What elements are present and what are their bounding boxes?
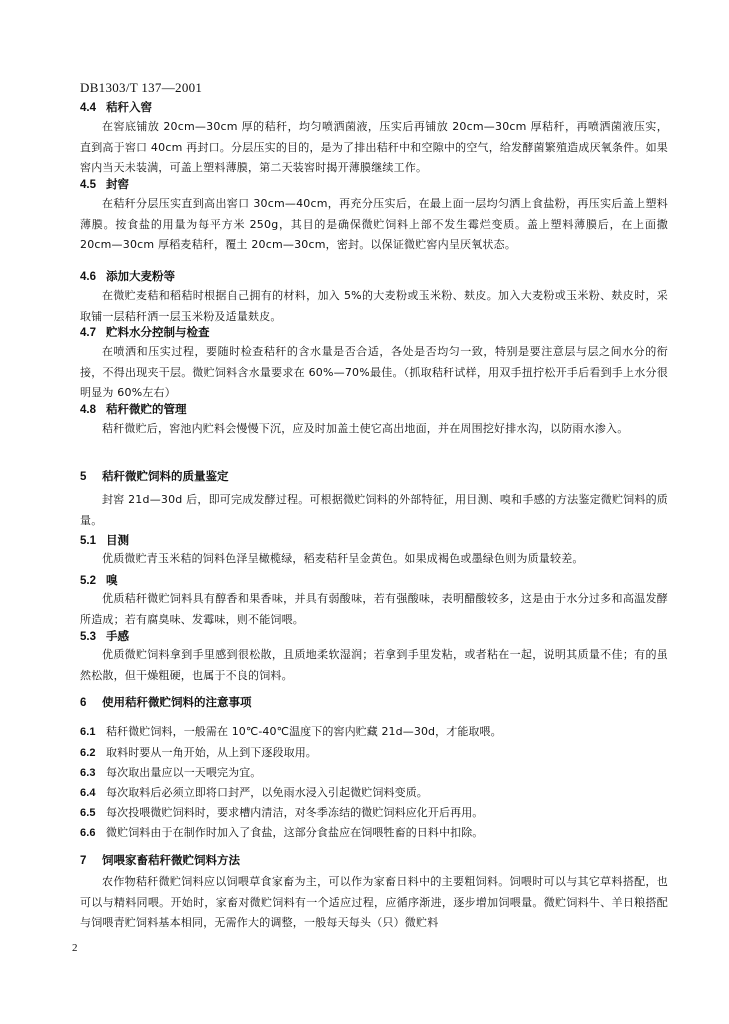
section-body-4-6: 在微贮麦秸和稻秸时根据自己拥有的材料，加入 5%的大麦粉或玉米粉、麸皮。加入大麦粉或玉米粉、麸皮时，采取铺一层秸秆洒一层玉米粉及适量麸皮。 (80, 289, 668, 323)
section-number: 5.2 (80, 575, 96, 587)
section-title: 秸秆入窖 (106, 100, 152, 114)
section-title: 嗅 (106, 573, 118, 587)
list-item (80, 745, 668, 761)
section-body-5-1: 优质微贮青玉米秸的饲料色泽呈橄榄绿，稻麦秸秆呈金黄色。如果成褐色或墨绿色则为质量较差。 (102, 552, 584, 565)
section-body-5-2: 优质秸秆微贮饲料具有醇香和果香味，并具有弱酸味，若有强酸味，表明醋酸较多，这是由于水分过多和高温发酵所造成；若有腐臭味、发霉味，则不能饲喂。 (80, 592, 668, 626)
list-item-number: 6.4 (80, 787, 96, 799)
section-heading-4-5 (80, 176, 668, 193)
section-body-4-4: 在窖底铺放 20cm—30cm 厚的秸秆，均匀喷洒菌液，压实后再铺放 20cm—30cm 厚秸秆，再喷洒菌液压实，直到高于窖口 40cm 再封口。分层压实的目的，是为了排出秸秆中和空隙中的空气，给发酵菌繁殖造成厌氧条件。如果窖内当天未装满，可盖上塑料薄膜，第二天装窖时揭开薄膜继续工作。 (80, 120, 668, 174)
section-title: 手感 (106, 629, 129, 643)
section-body-4-8: 秸秆微贮后，窖池内贮料会慢慢下沉，应及时加盖土使它高出地面，并在周围挖好排水沟，以防雨水渗入。 (102, 422, 629, 435)
section-title: 目测 (106, 533, 129, 547)
section-heading-5-1 (80, 532, 668, 549)
list-item-text: 微贮饲料由于在制作时加入了食盐，这部分食盐应在饲喂牲畜的日料中扣除。 (106, 826, 484, 839)
section-number: 5 (80, 471, 87, 483)
list-item-number: 6.1 (80, 726, 96, 738)
section-body-7: 农作物秸秆微贮饲料应以饲喂草食家畜为主，可以作为家畜日料中的主要粗饲料。饲喂时可以与其它草料搭配，也可以与精料同喂。开始时，家畜对微贮饲料有一个适应过程，应循序渐进，逐步增加饲喂量。微贮饲料牛、羊日粮搭配与饲喂青贮饲料基本相同，无需作大的调整，一般每天每头（只）微贮料 (80, 875, 668, 929)
section-heading-6 (80, 694, 668, 711)
section-title: 添加大麦粉等 (106, 269, 175, 283)
section-body-5: 封窖 21d—30d 后，即可完成发酵过程。可根据微贮饲料的外部特征，用目测、嗅和手感的方法鉴定微贮饲料的质量。 (80, 493, 668, 527)
list-item-text: 每次取料后必须立即将口封严，以免雨水浸入引起微贮饲料变质。 (106, 786, 428, 799)
section-title: 秸秆微贮的管理 (106, 402, 187, 416)
section-heading-4-4 (80, 99, 668, 116)
section-body-4-7: 在喷洒和压实过程，要随时检查秸秆的含水量是否合适，各处是否均匀一致，特别是要注意层与层之间水分的衔接，不得出现夹干层。微贮饲料含水量要求在 60%—70%最佳。（抓取秸秆试样，用双手扭拧松开手后看到手上水分很明显为 60%左右） (80, 345, 668, 399)
section-title: 饲喂家畜秸秆微贮饲料方法 (102, 853, 240, 867)
section-title: 使用秸秆微贮饲料的注意事项 (102, 695, 252, 709)
section-number: 4.7 (80, 327, 96, 339)
list-item (80, 785, 668, 801)
section-heading-4-7 (80, 324, 668, 341)
section-number: 5.3 (80, 631, 96, 643)
section-title: 贮料水分控制与检查 (106, 325, 210, 339)
section-heading-5 (80, 468, 668, 485)
section-number: 7 (80, 855, 87, 867)
list-item-number: 6.5 (80, 807, 96, 819)
list-item-text: 取料时要从一角开始，从上到下逐段取用。 (106, 746, 317, 759)
page-number: 2 (72, 942, 78, 954)
list-item-text: 每次投喂微贮饲料时，要求槽内清洁，对冬季冻结的微贮饲料应化开后再用。 (106, 806, 484, 819)
section-heading-7 (80, 852, 668, 869)
section-number: 4.5 (80, 179, 96, 191)
list-item (80, 724, 668, 740)
section-number: 4.6 (80, 271, 96, 283)
section-heading-5-2 (80, 572, 668, 589)
document-id: DB1303/T 137—2001 (80, 80, 203, 95)
list-item (80, 765, 668, 781)
section-body-5-3: 优质微贮饲料拿到手里感到很松散，且质地柔软湿润；若拿到手里发粘，或者粘在一起，说明其质量不佳；有的虽然松散，但干燥粗硬，也属于不良的饲料。 (80, 648, 668, 682)
list-item (80, 825, 668, 841)
list-item-number: 6.6 (80, 827, 96, 839)
list-item-number: 6.3 (80, 767, 96, 779)
section-body-4-5: 在秸秆分层压实直到高出窖口 30cm—40cm，再充分压实后，在最上面一层均匀洒上食盐粉，再压实后盖上塑料薄膜。按食盐的用量为每平方米 250g，其目的是确保微贮饲料上部不发生霉烂变质。盖上塑料薄膜后，在上面撒 20cm—30cm 厚稻麦秸秆，覆土 20cm—30cm，密封。以保证微贮窖内呈厌氧状态。 (80, 197, 668, 251)
list-item-text: 秸秆微贮饲料，一般需在 10℃-40℃温度下的窖内贮藏 21d—30d，才能取喂。 (106, 725, 502, 738)
section-heading-4-8 (80, 401, 668, 418)
section-title: 封窖 (106, 177, 129, 191)
section-title: 秸秆微贮饲料的质量鉴定 (102, 469, 229, 483)
section-number: 6 (80, 697, 87, 709)
section-heading-5-3 (80, 628, 668, 645)
section-number: 4.4 (80, 102, 96, 114)
section-number: 4.8 (80, 404, 96, 416)
section-heading-4-6 (80, 268, 668, 285)
list-item-number: 6.2 (80, 747, 96, 759)
list-item-text: 每次取出量应以一天喂完为宜。 (106, 766, 262, 779)
list-item (80, 805, 668, 821)
section-number: 5.1 (80, 535, 96, 547)
